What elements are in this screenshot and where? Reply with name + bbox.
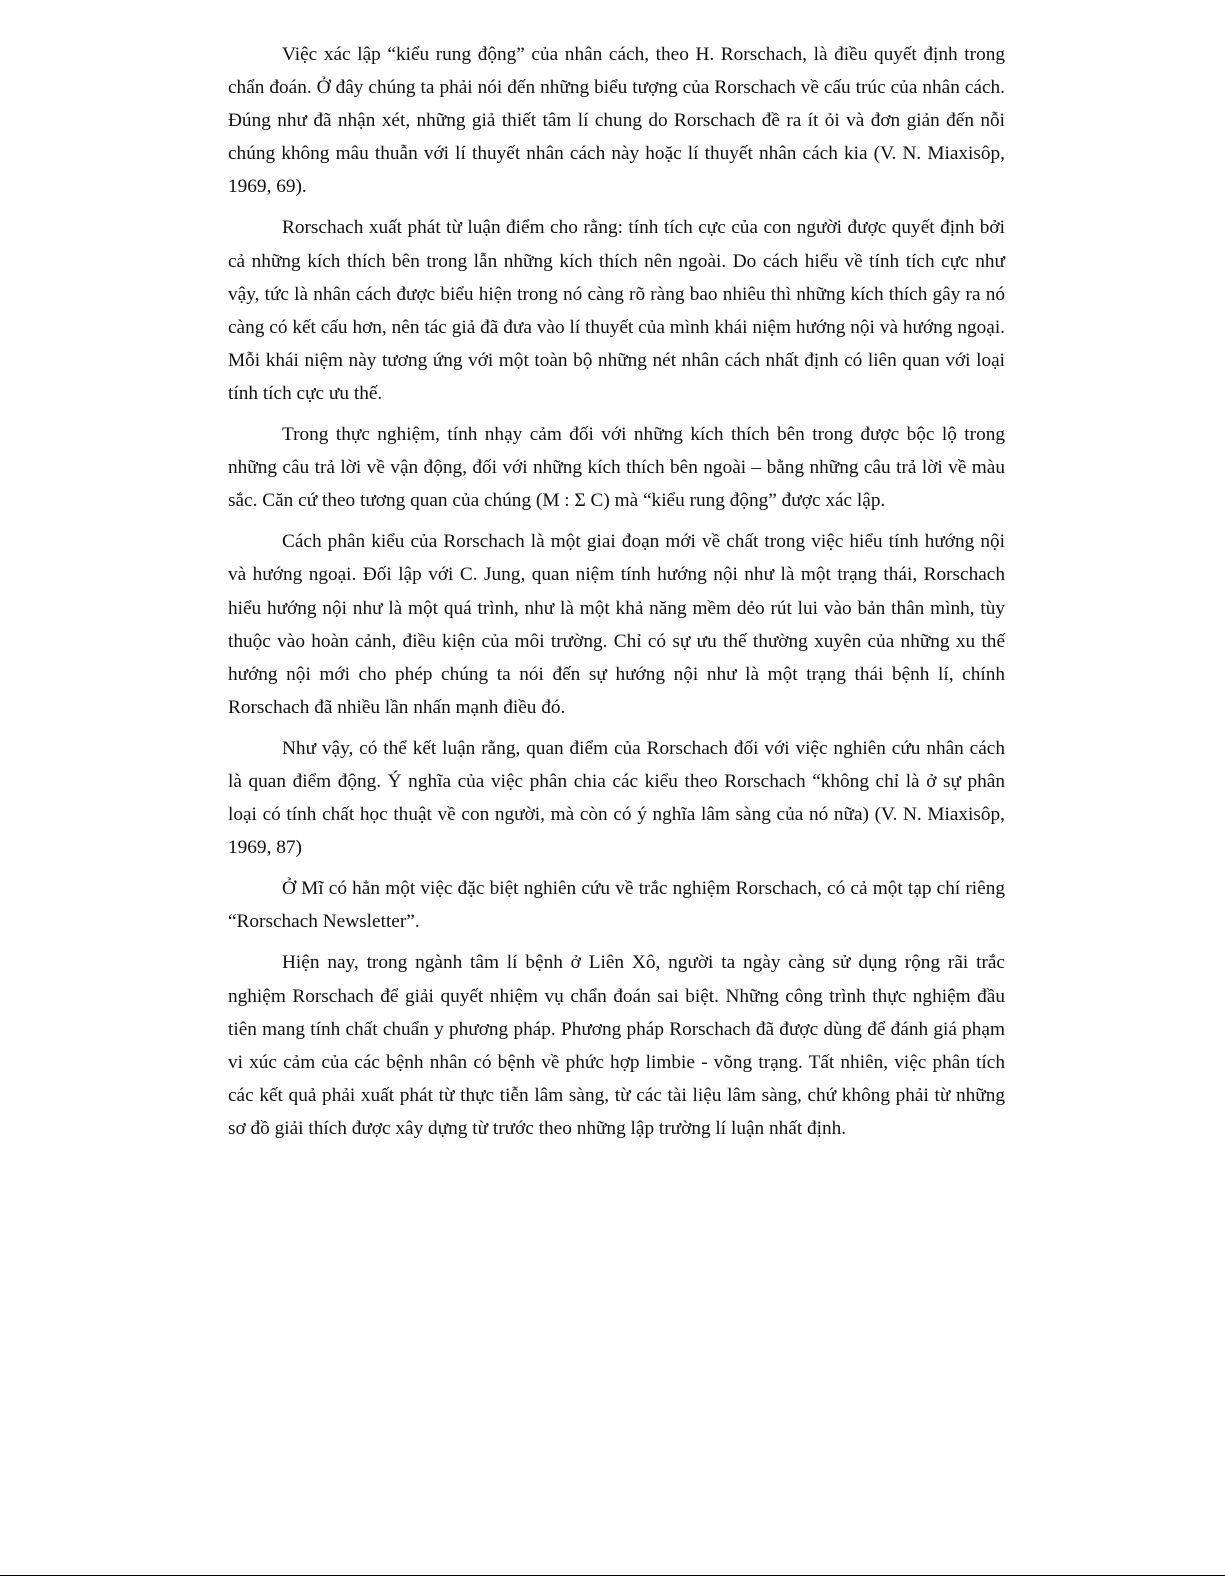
paragraph-3: Trong thực nghiệm, tính nhạy cảm đối với những kích thích bên trong được bộc lộ trong những câu trả lời về vận động, đối với những kích thích bên ngoài – bằng những câu trả lời về màu sắc. Căn cứ theo tương quan của chúng (M : Σ C) mà “kiểu rung động” được xác lập. bbox=[228, 424, 1005, 512]
paragraph-5: Như vậy, có thể kết luận rằng, quan điểm của Rorschach đối với việc nghiên cứu nhân cách là quan điểm động. Ý nghĩa của việc phân chia các kiểu theo Rorschach “không chỉ là ở sự phân loại có tính chất học thuật về con người, mà còn có ý nghĩa lâm sàng của nó nữa) (V. N. Miaxisôp, 1969, 87) bbox=[228, 737, 1005, 859]
paragraph-1: Việc xác lập “kiểu rung động” của nhân cách, theo H. Rorschach, là điều quyết định trong chẩn đoán. Ở đây chúng ta phải nói đến những biểu tượng của Rorschach về cấu trúc của nhân cách. Đúng như đã nhận xét, những giả thiết tâm lí chung do Rorschach đề ra ít ỏi và đơn giản đến nỗi chúng không mâu thuẫn với lí thuyết nhân cách này hoặc lí thuyết nhân cách kia (V. N. Miaxisôp, 1969, 69). bbox=[228, 44, 1005, 198]
paragraph-6: Ở Mĩ có hẳn một việc đặc biệt nghiên cứu về trắc nghiệm Rorschach, có cả một tạp chí riêng “Rorschach Newsletter”. bbox=[228, 878, 1005, 933]
page-bottom-rule bbox=[0, 1575, 1225, 1586]
document-body bbox=[228, 38, 1005, 1153]
paragraph-4: Cách phân kiểu của Rorschach là một giai đoạn mới về chất trong việc hiểu tính hướng nội và hướng ngoại. Đối lập với C. Jung, quan niệm tính hướng nội như là một trạng thái, Rorschach hiểu hướng nội như là một quá trình, như là một khả năng mềm dẻo rút lui vào bản thân mình, tùy thuộc vào hoàn cảnh, điều kiện của môi trường. Chỉ có sự ưu thế thường xuyên của những xu thế hướng nội mới cho phép chúng ta nói đến sự hướng nội như là một trạng thái bệnh lí, chính Rorschach đã nhiều lần nhấn mạnh điều đó. bbox=[228, 531, 1005, 718]
paragraph-7: Hiện nay, trong ngành tâm lí bệnh ở Liên Xô, người ta ngày càng sử dụng rộng rãi trắc nghiệm Rorschach để giải quyết nhiệm vụ chẩn đoán sai biệt. Những công trình thực nghiệm đầu tiên mang tính chất chuẩn y phương pháp. Phương pháp Rorschach đã được dùng để đánh giá phạm vi xúc cảm của các bệnh nhân có bệnh về phức hợp limbie - võng trạng. Tất nhiên, việc phân tích các kết quả phải xuất phát từ thực tiễn lâm sàng, từ các tài liệu lâm sàng, chứ không phải từ những sơ đồ giải thích được xây dựng từ trước theo những lập trường lí luận nhất định. bbox=[228, 952, 1005, 1139]
paragraph-2: Rorschach xuất phát từ luận điểm cho rằng: tính tích cực của con người được quyết định bởi cả những kích thích bên trong lẫn những kích thích nên ngoài. Do cách hiểu về tính tích cực như vậy, tức là nhân cách được biểu hiện trong nó càng rõ ràng bao nhiêu thì những kích thích gây ra nó càng có kết cấu hơn, nên tác giả đã đưa vào lí thuyết của mình khái niệm hướng nội và hướng ngoại. Mỗi khái niệm này tương ứng với một toàn bộ những nét nhân cách nhất định có liên quan với loại tính tích cực ưu thế. bbox=[228, 217, 1005, 404]
